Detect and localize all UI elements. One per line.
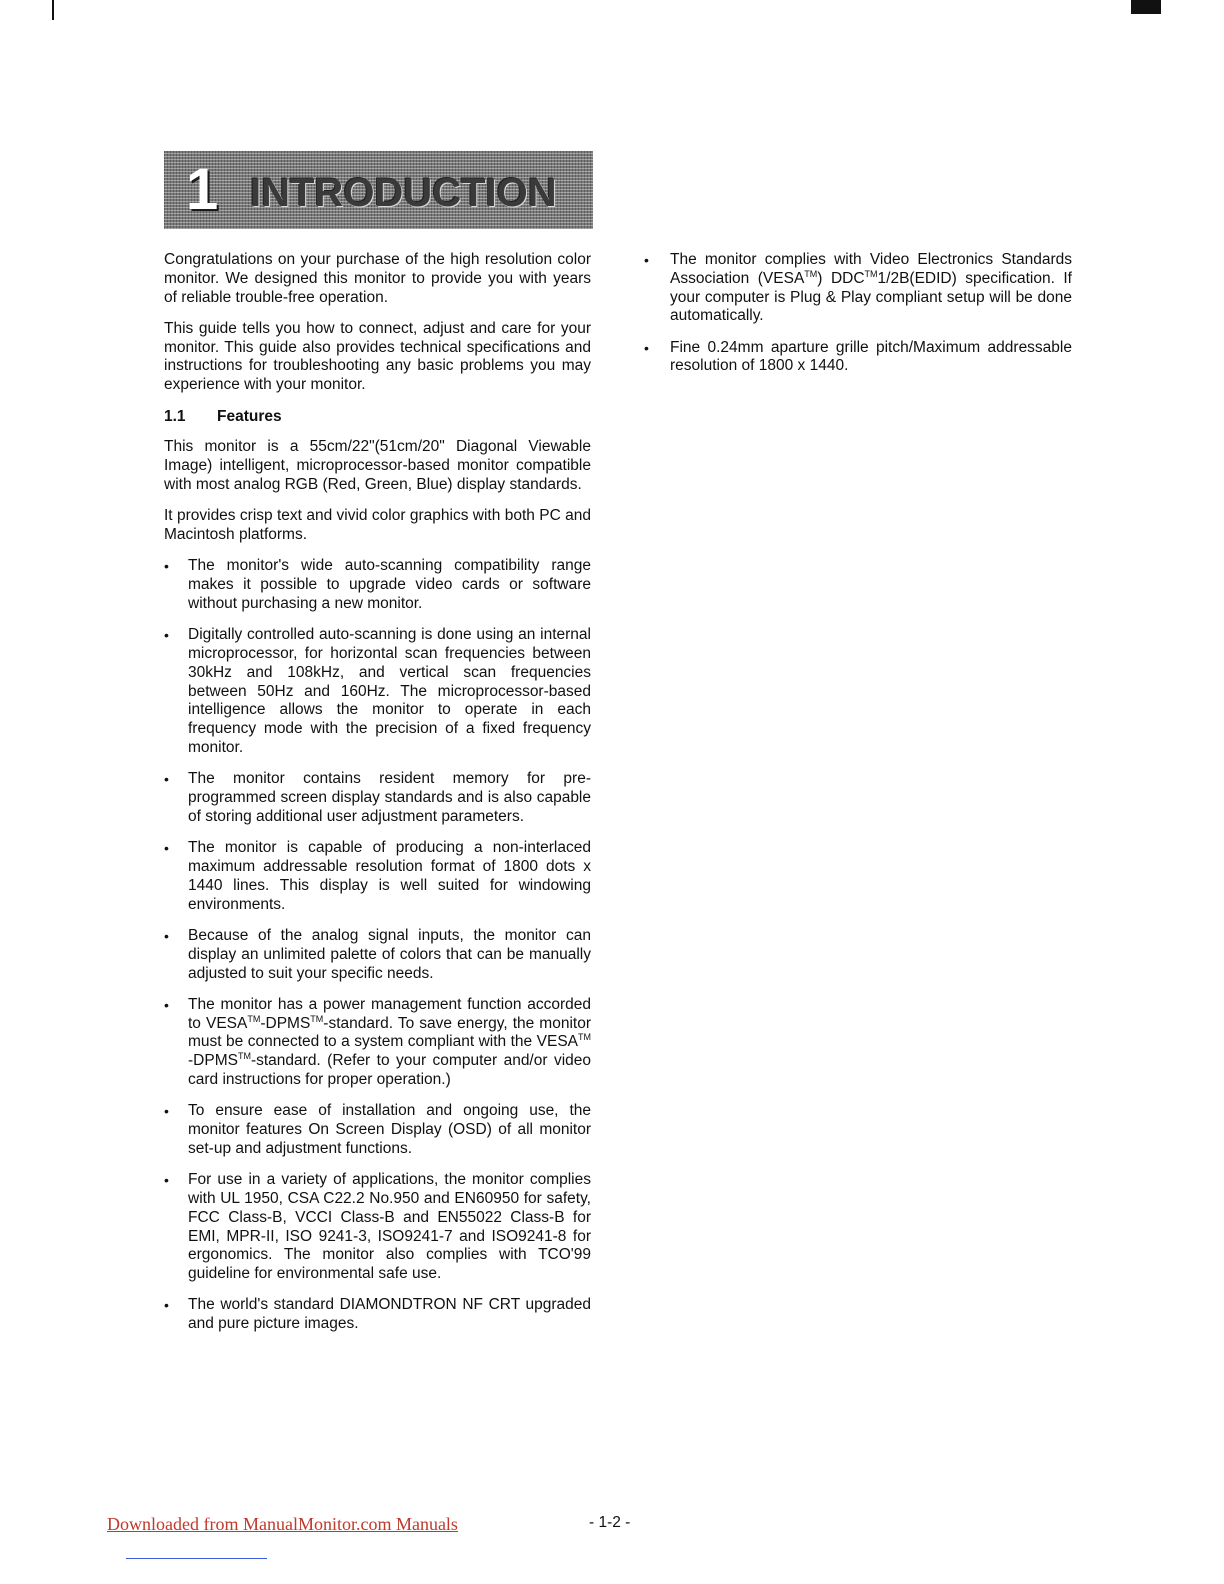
- trademark-mark: TM: [310, 1013, 324, 1024]
- features-paragraph-1: This monitor is a 55cm/22"(51cm/20" Diagonal Viewable Image) intelligent, microprocessor-based monitor compatible with most analog RGB (Red, Green, Blue) display standards.: [164, 438, 591, 493]
- bullet-icon: •: [164, 840, 169, 857]
- list-item-text: [670, 251, 1072, 324]
- intro-paragraph-1: Congratulations on your purchase of the high resolution color monitor. We designed this monitor to provide you with years of reliable trouble-free operation.: [164, 251, 591, 306]
- bullet-icon: •: [164, 558, 169, 575]
- list-item-text: To ensure ease of installation and ongoing use, the monitor features On Screen Display (OSD) of all monitor set-up and adjustment functions.: [188, 1102, 591, 1157]
- page-number: - 1-2 -: [589, 1514, 631, 1531]
- trademark-mark: TM: [578, 1032, 591, 1043]
- trademark-mark: TM: [247, 1013, 261, 1024]
- text-segment: 1/2B(EDID) specification. If your computer is Plug & Play compliant setup will be done automatically.: [670, 269, 1072, 325]
- chapter-title: INTRODUCTION: [250, 171, 557, 215]
- list-item-text: The world's standard DIAMONDTRON NF CRT upgraded and pure picture images.: [188, 1296, 591, 1333]
- list-item-text: Because of the analog signal inputs, the monitor can display an unlimited palette of colors that can be manually adjusted to suit your specific needs.: [188, 926, 591, 982]
- features-bullet-list: [164, 557, 591, 1334]
- list-item: [164, 626, 591, 758]
- bullet-icon: •: [164, 627, 169, 644]
- footer-rule: [126, 1558, 267, 1559]
- bullet-icon: •: [164, 771, 169, 788]
- list-item: [164, 927, 591, 983]
- section-heading: [164, 408, 591, 427]
- list-item: [164, 770, 591, 826]
- section-number: 1.1: [164, 407, 186, 425]
- trademark-mark: TM: [804, 268, 818, 279]
- list-item: [644, 251, 1072, 326]
- right-column: [644, 251, 1072, 389]
- trademark-mark: TM: [237, 1051, 251, 1062]
- list-item: [644, 339, 1072, 377]
- list-item: [164, 1296, 591, 1334]
- list-item: [164, 557, 591, 613]
- bullet-icon: •: [164, 1103, 169, 1120]
- list-item: [164, 839, 591, 914]
- left-column: [164, 251, 591, 1347]
- bullet-icon: •: [164, 1297, 169, 1314]
- text-segment: -standard. To save energy, the monitor must be connected to a system compliant with the VESA: [188, 1014, 591, 1051]
- list-item-text: Fine 0.24mm aparture grille pitch/Maximum addressable resolution of 1800 x 1440.: [670, 338, 1072, 375]
- chapter-number: 1: [186, 157, 219, 222]
- features-paragraph-2: It provides crisp text and vivid color graphics with both PC and Macintosh platforms.: [164, 507, 591, 544]
- list-item-text: The monitor is capable of producing a non-interlaced maximum addressable resolution format of 1800 dots x 1440 lines. This display is well suited for windowing environments.: [188, 839, 591, 913]
- text-segment: -DPMS: [188, 1052, 238, 1070]
- features-bullet-list-continued: [644, 251, 1072, 376]
- text-segment: The monitor has a power management function accorded to VESA: [188, 995, 591, 1032]
- bullet-icon: •: [164, 1172, 169, 1189]
- chapter-banner: [164, 151, 593, 229]
- download-source-link[interactable]: Downloaded from ManualMonitor.com Manuals: [107, 1514, 458, 1534]
- list-item: [164, 996, 591, 1090]
- scan-mark-left: [52, 0, 54, 20]
- list-item-text: For use in a variety of applications, the monitor complies with UL 1950, CSA C22.2 No.950 and EN60950 for safety, FCC Class-B, VCCI Class-B and EN55022 Class-B for EMI, MPR-II, ISO 9241-3, ISO9241-7 and ISO9241-8 for ergonomics. The monitor also complies with TCO'99 guideline for environmental safe use.: [188, 1171, 591, 1283]
- list-item: [164, 1102, 591, 1158]
- intro-paragraph-2: This guide tells you how to connect, adjust and care for your monitor. This guide also provides technical specifications and instructions for troubleshooting any basic problems you may experience with your monitor.: [164, 319, 591, 394]
- bullet-icon: •: [164, 996, 169, 1013]
- scan-mark-right: [1131, 0, 1161, 14]
- list-item-text: The monitor's wide auto-scanning compatibility range makes it possible to upgrade video cards or software without purchasing a new monitor.: [188, 557, 591, 612]
- text-segment: ) DDC: [817, 269, 865, 287]
- list-item-text: Digitally controlled auto-scanning is done using an internal microprocessor, for horizontal scan frequencies between 30kHz and 108kHz, and vertical scan frequencies between 50Hz and 160Hz. The microprocessor-based intelligence allows the monitor to operate in each frequency mode with the precision of a fixed frequency monitor.: [188, 626, 591, 757]
- list-item: [164, 1171, 591, 1284]
- section-title: Features: [217, 407, 282, 425]
- bullet-icon: •: [164, 927, 169, 944]
- text-segment: -DPMS: [260, 1014, 311, 1032]
- list-item-text: [188, 996, 591, 1088]
- bullet-icon: •: [644, 339, 649, 356]
- trademark-mark: TM: [864, 268, 878, 279]
- bullet-icon: •: [644, 252, 649, 268]
- text-segment: The monitor complies with Video Electronics Standards Association (VESA: [670, 251, 1072, 287]
- text-segment: -standard. (Refer to your computer and/or video card instructions for proper operation.): [188, 1052, 591, 1088]
- list-item-text: The monitor contains resident memory for pre-programmed screen display standards and is also capable of storing additional user adjustment parameters.: [188, 770, 591, 825]
